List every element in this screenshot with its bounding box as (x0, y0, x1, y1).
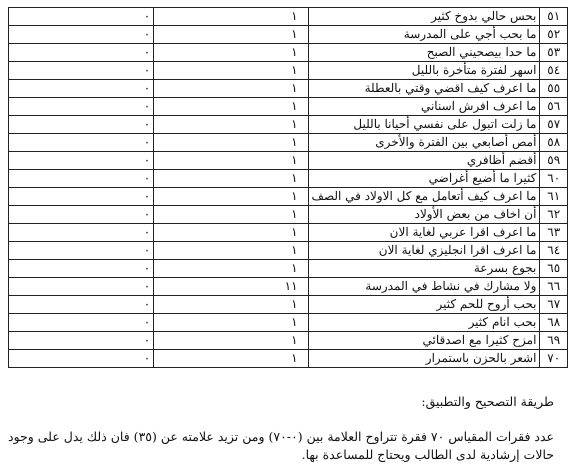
item-number-cell: ٦١ (540, 188, 568, 206)
item-number-cell: ٥٤ (540, 62, 568, 80)
table-row (9, 62, 568, 80)
score-one-cell: ١ (154, 26, 308, 44)
score-zero-cell: ٠ (9, 314, 154, 332)
table-row (9, 44, 568, 62)
score-zero-cell: ٠ (9, 152, 154, 170)
item-number-cell: ٦٣ (540, 224, 568, 242)
score-zero-cell: ٠ (9, 296, 154, 314)
score-one-cell: ١ (154, 314, 308, 332)
item-number-cell: ٧٠ (540, 350, 568, 368)
score-one-cell: ١ (154, 188, 308, 206)
statement-cell: أن اخاف من بعض الأولاد (308, 206, 540, 224)
item-number-cell: ٦٦ (540, 278, 568, 296)
item-number-cell: ٦٥ (540, 260, 568, 278)
statement-cell: ما زلت اتبول على نفسي أحيانا بالليل (308, 116, 540, 134)
statement-cell: ما اعرف اقرا انجليزي لغاية الان (308, 242, 540, 260)
table-row (9, 224, 568, 242)
score-zero-cell: ٠ (9, 62, 154, 80)
table-row (9, 80, 568, 98)
table-row (9, 278, 568, 296)
score-zero-cell: ٠ (9, 134, 154, 152)
table-row (9, 242, 568, 260)
score-zero-cell: ٠ (9, 26, 154, 44)
score-one-cell: ١ (154, 134, 308, 152)
statement-cell: ما اعرف كيف اقضي وقتي بالعطلة (308, 80, 540, 98)
item-number-cell: ٥٥ (540, 80, 568, 98)
scale-description: عدد فقرات المقياس ٧٠ فقرة تتراوح العلامة بين (٠-٧٠) ومن تزيد علامته عن (٣٥) فان ذلك يدل على وجود حالات إرشادية لدى الطالب ويحتاج للمساعدة بها. (8, 429, 554, 462)
statement-cell: ما بحب أجي على المدرسة (308, 26, 540, 44)
score-one-cell: ١ (154, 152, 308, 170)
table-row (9, 314, 568, 332)
table-row (9, 98, 568, 116)
statement-cell: اسهر لفترة متأخرة بالليل (308, 62, 540, 80)
score-one-cell: ١ (154, 170, 308, 188)
item-number-cell: ٥٣ (540, 44, 568, 62)
score-one-cell: ١ (154, 116, 308, 134)
score-zero-cell: ٠ (9, 8, 154, 26)
score-one-cell: ١ (154, 296, 308, 314)
statement-cell: بحب انام كثير (308, 314, 540, 332)
score-one-cell: ١ (154, 98, 308, 116)
table-row (9, 260, 568, 278)
item-number-cell: ٦٩ (540, 332, 568, 350)
score-one-cell: ١ (154, 206, 308, 224)
score-zero-cell: ٠ (9, 260, 154, 278)
item-number-cell: ٦٢ (540, 206, 568, 224)
item-number-cell: ٦٧ (540, 296, 568, 314)
score-one-cell: ١ (154, 44, 308, 62)
statement-cell: امزح كثيرا مع اصدقائي (308, 332, 540, 350)
table-row (9, 188, 568, 206)
statement-cell: اشعر بالحزن باستمرار (308, 350, 540, 368)
score-zero-cell: ٠ (9, 80, 154, 98)
table-row (9, 332, 568, 350)
table-row (9, 134, 568, 152)
score-zero-cell: ٠ (9, 278, 154, 296)
score-one-cell: ١ (154, 80, 308, 98)
items-table-body (9, 8, 568, 368)
item-number-cell: ٥٧ (540, 116, 568, 134)
table-row (9, 170, 568, 188)
score-zero-cell: ٠ (9, 242, 154, 260)
table-row (9, 116, 568, 134)
score-one-cell: ١ (154, 8, 308, 26)
item-number-cell: ٥١ (540, 8, 568, 26)
table-row (9, 26, 568, 44)
statement-cell: ما اعرف اقرا عربي لغاية الان (308, 224, 540, 242)
score-zero-cell: ٠ (9, 332, 154, 350)
statement-cell: ولا مشارك في نشاط في المدرسة (308, 278, 540, 296)
score-one-cell: ١ (154, 332, 308, 350)
correction-method-heading: طريقة التصحيح والتطبيق: (421, 394, 554, 409)
statement-cell: ما اعرف افرش اسناني (308, 98, 540, 116)
table-row (9, 8, 568, 26)
table-row (9, 350, 568, 368)
score-one-cell: ١ (154, 224, 308, 242)
score-zero-cell: ٠ (9, 206, 154, 224)
score-one-cell: ١ (154, 62, 308, 80)
score-zero-cell: ٠ (9, 98, 154, 116)
items-table (8, 7, 568, 368)
score-zero-cell: ٠ (9, 170, 154, 188)
statement-cell: كثيرا ما أضيع أغراضي (308, 170, 540, 188)
table-row (9, 206, 568, 224)
statement-cell: ما اعرف كيف أتعامل مع كل الاولاد في الصف (308, 188, 540, 206)
score-one-cell: ١ (154, 350, 308, 368)
score-one-cell: ١١ (154, 278, 308, 296)
statement-cell: ما حدا بيصحيني الصبح (308, 44, 540, 62)
item-number-cell: ٦٠ (540, 170, 568, 188)
item-number-cell: ٦٤ (540, 242, 568, 260)
score-zero-cell: ٠ (9, 224, 154, 242)
score-zero-cell: ٠ (9, 350, 154, 368)
item-number-cell: ٥٢ (540, 26, 568, 44)
item-number-cell: ٥٦ (540, 98, 568, 116)
statement-cell: أمص أصابعي بين الفترة والأخرى (308, 134, 540, 152)
table-row (9, 296, 568, 314)
score-zero-cell: ٠ (9, 44, 154, 62)
score-zero-cell: ٠ (9, 188, 154, 206)
score-one-cell: ١ (154, 260, 308, 278)
table-row (9, 152, 568, 170)
statement-cell: أقضم أظافري (308, 152, 540, 170)
item-number-cell: ٥٨ (540, 134, 568, 152)
item-number-cell: ٥٩ (540, 152, 568, 170)
item-number-cell: ٦٨ (540, 314, 568, 332)
score-zero-cell: ٠ (9, 116, 154, 134)
statement-cell: بحس حالي بدوخ كثير (308, 8, 540, 26)
statement-cell: بجوع بسرعة (308, 260, 540, 278)
score-one-cell: ١ (154, 242, 308, 260)
statement-cell: بحب أروح للحم كثير (308, 296, 540, 314)
